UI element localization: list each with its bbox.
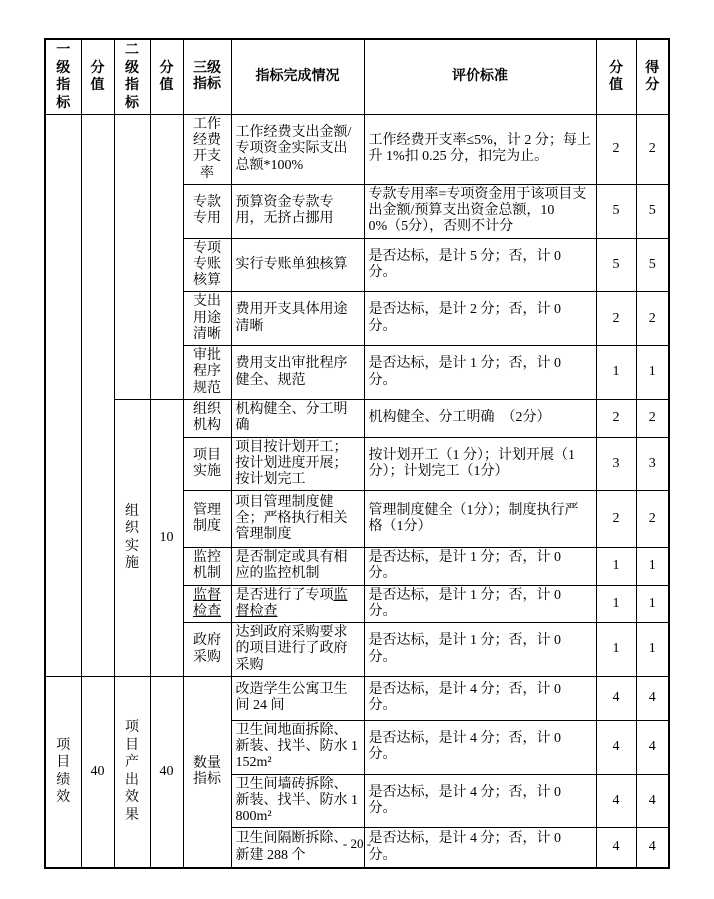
criteria-cell: 是否达标，是计 1 分；否，计 0 分。 [364, 548, 596, 585]
max-score-cell: 4 [596, 720, 636, 774]
criteria-cell: 专款专用率=专项资金用于该项目支出金额/预算支出资金总额，100%（5分），否则不计分 [364, 184, 596, 238]
level1-indicator-continued-cell [45, 115, 81, 677]
max-score-cell: 2 [596, 292, 636, 346]
table-row [45, 115, 669, 185]
level2-indicator-continued-cell [114, 115, 150, 400]
completion-cell [231, 585, 364, 622]
completion-cell: 项目按计划开工；按计划进度开展；按计划完工 [231, 437, 364, 491]
level3-underlined-label: 监督检查 [193, 587, 221, 619]
level2-score-continued-cell [150, 115, 183, 400]
earned-score-cell: 2 [636, 400, 669, 437]
level3-indicator-cell: 政府采购 [183, 623, 231, 677]
max-score-cell: 4 [596, 828, 636, 868]
col-header-level1-score [81, 39, 114, 115]
col-header-criteria: 评价标准 [364, 39, 596, 115]
completion-cell: 卫生间隔断拆除、新建 288 个 [231, 828, 364, 868]
completion-cell: 项目管理制度健全；严格执行相关管理制度 [231, 491, 364, 548]
performance-evaluation-table [44, 38, 670, 869]
col-header-score1-label: 分值 [90, 60, 105, 93]
earned-score-cell: 1 [636, 548, 669, 585]
criteria-cell: 工作经费开支率≤5%，计 2 分；每上升 1%扣 0.25 分，扣完为止。 [364, 115, 596, 185]
max-score-cell: 1 [596, 623, 636, 677]
criteria-cell: 是否达标，是计 4 分；否，计 0 分。 [364, 828, 596, 868]
level2-indicator-cell-organization [114, 400, 150, 677]
page-number: - 20 - [342, 836, 372, 851]
level2-score-cell-organization: 10 [150, 400, 183, 677]
completion-cell: 费用开支具体用途清晰 [231, 292, 364, 346]
col-header-level2-indicator [114, 39, 150, 115]
completion-cell: 卫生间地面拆除、新装、找半、防水 1152m² [231, 720, 364, 774]
earned-score-cell: 3 [636, 437, 669, 491]
col-header-level3-indicator: 三级指标 [183, 39, 231, 115]
level3-indicator-cell: 项目实施 [183, 437, 231, 491]
completion-cell: 改造学生公寓卫生间 24 间 [231, 676, 364, 720]
level3-indicator-cell: 监控机制 [183, 548, 231, 585]
level3-indicator-cell: 组织机构 [183, 400, 231, 437]
level2-organization-label: 组织实施 [125, 503, 139, 572]
level3-indicator-cell: 审批程序规范 [183, 346, 231, 400]
col-header-level2-label: 二级指标 [125, 43, 139, 111]
max-score-cell: 2 [596, 400, 636, 437]
criteria-cell: 是否达标，是计 1 分；否，计 0 分。 [364, 585, 596, 622]
completion-cell: 机构健全、分工明确 [231, 400, 364, 437]
col-header-max-score [596, 39, 636, 115]
level3-group-cell-quantity: 数量指标 [183, 676, 231, 867]
criteria-cell: 是否达标，是计 2 分；否，计 0 分。 [364, 292, 596, 346]
col-header-level1-indicator [45, 39, 81, 115]
max-score-cell: 5 [596, 238, 636, 292]
level3-indicator-cell: 支出用途清晰 [183, 292, 231, 346]
criteria-cell: 是否达标，是计 1 分；否，计 0 分。 [364, 346, 596, 400]
max-score-cell: 1 [596, 585, 636, 622]
col-header-earned-score-label: 得分 [645, 60, 660, 93]
completion-cell: 达到政府采购要求的项目进行了政府采购 [231, 623, 364, 677]
earned-score-cell: 1 [636, 623, 669, 677]
col-header-earned-score [636, 39, 669, 115]
earned-score-cell: 4 [636, 720, 669, 774]
criteria-cell: 是否达标，是计 1 分；否，计 0 分。 [364, 623, 596, 677]
level1-performance-label: 项目绩效 [56, 737, 71, 806]
completion-underlined-text: 监督检查 [235, 587, 348, 619]
level2-score-cell-output: 40 [150, 676, 183, 867]
level3-indicator-cell: 管理制度 [183, 491, 231, 548]
completion-cell: 是否制定或具有相应的监控机制 [231, 548, 364, 585]
completion-cell: 卫生间墙砖拆除、新装、找半、防水 1800m² [231, 774, 364, 828]
criteria-cell: 机构健全、分工明确 （2分） [364, 400, 596, 437]
header-row [45, 39, 669, 115]
max-score-cell: 5 [596, 184, 636, 238]
table-row [45, 400, 669, 437]
col-header-level2-score [150, 39, 183, 115]
criteria-cell: 是否达标，是计 4 分；否，计 0 分。 [364, 774, 596, 828]
max-score-cell: 2 [596, 115, 636, 185]
earned-score-cell: 2 [636, 491, 669, 548]
criteria-cell: 是否达标，是计 5 分；否，计 0 分。 [364, 238, 596, 292]
level3-indicator-cell: 工作经费开支率 [183, 115, 231, 185]
level1-score-cell-performance: 40 [81, 676, 114, 867]
earned-score-cell: 4 [636, 676, 669, 720]
completion-cell: 费用支出审批程序健全、规范 [231, 346, 364, 400]
level3-indicator-cell: 专款专用 [183, 184, 231, 238]
earned-score-cell: 4 [636, 774, 669, 828]
earned-score-cell: 2 [636, 292, 669, 346]
completion-cell: 预算资金专款专用，无挤占挪用 [231, 184, 364, 238]
earned-score-cell: 5 [636, 238, 669, 292]
earned-score-cell: 2 [636, 115, 669, 185]
earned-score-cell: 5 [636, 184, 669, 238]
col-header-max-score-label: 分值 [609, 60, 623, 93]
earned-score-cell: 1 [636, 346, 669, 400]
criteria-cell: 是否达标，是计 4 分；否，计 0 分。 [364, 676, 596, 720]
completion-text: 是否进行了专项 [235, 587, 334, 603]
earned-score-cell: 1 [636, 585, 669, 622]
max-score-cell: 4 [596, 774, 636, 828]
max-score-cell: 4 [596, 676, 636, 720]
level3-indicator-cell: 专项专账核算 [183, 238, 231, 292]
max-score-cell: 3 [596, 437, 636, 491]
level1-score-continued-cell [81, 115, 114, 677]
criteria-cell: 管理制度健全（1分）；制度执行严格（1分） [364, 491, 596, 548]
completion-cell: 工作经费支出金额/专项资金实际支出总额*100% [231, 115, 364, 185]
level3-indicator-cell [183, 585, 231, 622]
level2-output-label: 项目产出效果 [125, 720, 139, 823]
table-row [45, 676, 669, 720]
criteria-cell: 是否达标，是计 4 分；否，计 0 分。 [364, 720, 596, 774]
col-header-completion: 指标完成情况 [231, 39, 364, 115]
earned-score-cell: 4 [636, 828, 669, 868]
col-header-score2-label: 分值 [159, 60, 174, 93]
completion-cell: 实行专账单独核算 [231, 238, 364, 292]
max-score-cell: 1 [596, 548, 636, 585]
col-header-level1-label: 一级指标 [56, 43, 71, 111]
max-score-cell: 1 [596, 346, 636, 400]
max-score-cell: 2 [596, 491, 636, 548]
criteria-cell: 按计划开工（1 分）；计划开展（1分）；计划完工（1分） [364, 437, 596, 491]
